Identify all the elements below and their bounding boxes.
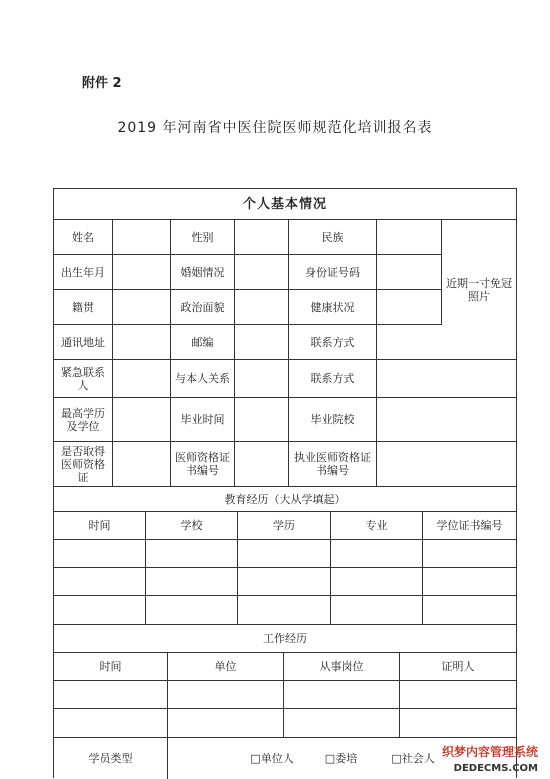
field-origin[interactable] — [113, 290, 171, 325]
field-has-cert[interactable] — [113, 442, 171, 487]
field-political[interactable] — [235, 290, 289, 325]
option-employer[interactable]: □单位人 — [250, 752, 294, 765]
table-cell[interactable] — [54, 709, 168, 738]
field-license-no[interactable] — [377, 442, 516, 487]
table-cell[interactable] — [400, 681, 516, 709]
label-grad-time: 毕业时间 — [171, 398, 235, 442]
label-ethnicity: 民族 — [289, 220, 377, 255]
field-cert-no[interactable] — [235, 442, 289, 487]
table-cell[interactable] — [331, 540, 423, 568]
section-work: 工作经历 — [54, 625, 516, 653]
table-cell[interactable] — [54, 596, 146, 625]
field-grad-time[interactable] — [235, 398, 289, 442]
field-contact-2[interactable] — [377, 360, 516, 398]
form-title: 2019 年河南省中医住院医师规范化培训报名表 — [117, 120, 433, 136]
table-cell[interactable] — [238, 568, 331, 596]
label-birth: 出生年月 — [54, 255, 113, 290]
table-cell[interactable] — [168, 709, 284, 738]
label-relation: 与本人关系 — [171, 360, 235, 398]
section-education: 教育经历（大从学填起） — [54, 487, 516, 512]
table-cell[interactable] — [146, 568, 238, 596]
label-gender: 性别 — [171, 220, 235, 255]
field-ethnicity[interactable] — [377, 220, 442, 255]
table-cell[interactable] — [146, 596, 238, 625]
work-col-unit: 单位 — [168, 653, 284, 681]
edu-col-school: 学校 — [146, 512, 238, 540]
table-cell[interactable] — [238, 596, 331, 625]
field-health[interactable] — [377, 290, 442, 325]
table-cell[interactable] — [284, 681, 400, 709]
label-grad-school: 毕业院校 — [289, 398, 377, 442]
watermark-logo: 织梦内容管理系统 — [441, 745, 538, 759]
label-marital: 婚姻情况 — [171, 255, 235, 290]
registration-form-table — [53, 188, 517, 778]
section-personal: 个人基本情况 — [54, 189, 516, 220]
field-birth[interactable] — [113, 255, 171, 290]
label-name: 姓名 — [54, 220, 113, 255]
table-cell[interactable] — [284, 709, 400, 738]
watermark-url: DEDECMS.COM — [453, 763, 538, 774]
work-col-position: 从事岗位 — [284, 653, 400, 681]
label-origin: 籍贯 — [54, 290, 113, 325]
label-has-cert: 是否取得医师资格证 — [54, 442, 113, 487]
field-relation[interactable] — [235, 360, 289, 398]
table-cell[interactable] — [238, 540, 331, 568]
label-contact: 联系方式 — [289, 325, 377, 360]
work-col-time: 时间 — [54, 653, 168, 681]
table-cell[interactable] — [54, 540, 146, 568]
option-social[interactable]: □社会人 — [391, 752, 435, 765]
field-postcode[interactable] — [235, 325, 289, 360]
field-education[interactable] — [113, 398, 171, 442]
label-id-number: 身份证号码 — [289, 255, 377, 290]
edu-col-time: 时间 — [54, 512, 146, 540]
edu-col-cert-no: 学位证书编号 — [423, 512, 516, 540]
field-id-number[interactable] — [377, 255, 442, 290]
field-name[interactable] — [113, 220, 171, 255]
label-student-type: 学员类型 — [54, 738, 168, 779]
label-emergency: 紧急联系人 — [54, 360, 113, 398]
label-contact-2: 联系方式 — [289, 360, 377, 398]
field-grad-school[interactable] — [377, 398, 516, 442]
label-political: 政治面貌 — [171, 290, 235, 325]
table-cell[interactable] — [423, 540, 516, 568]
table-cell[interactable] — [146, 540, 238, 568]
field-emergency[interactable] — [113, 360, 171, 398]
table-cell[interactable] — [54, 681, 168, 709]
field-address[interactable] — [113, 325, 171, 360]
table-cell[interactable] — [331, 568, 423, 596]
table-cell[interactable] — [54, 568, 146, 596]
label-postcode: 邮编 — [171, 325, 235, 360]
table-cell[interactable] — [400, 709, 516, 738]
option-commissioned[interactable]: □委培 — [324, 752, 358, 765]
edu-col-major: 专业 — [331, 512, 423, 540]
work-col-witness: 证明人 — [400, 653, 516, 681]
table-cell[interactable] — [331, 596, 423, 625]
table-cell[interactable] — [423, 568, 516, 596]
label-education: 最高学历及学位 — [54, 398, 113, 442]
attachment-label: 附件 2 — [82, 76, 122, 91]
label-health: 健康状况 — [289, 290, 377, 325]
field-contact[interactable] — [377, 325, 516, 360]
label-address: 通讯地址 — [54, 325, 113, 360]
table-cell[interactable] — [423, 596, 516, 625]
field-marital[interactable] — [235, 255, 289, 290]
table-cell[interactable] — [168, 681, 284, 709]
photo-box[interactable]: 近期一寸免冠照片 — [442, 220, 516, 360]
label-license-no: 执业医师资格证书编号 — [289, 442, 377, 487]
edu-col-degree: 学历 — [238, 512, 331, 540]
label-cert-no: 医师资格证书编号 — [171, 442, 235, 487]
field-gender[interactable] — [235, 220, 289, 255]
